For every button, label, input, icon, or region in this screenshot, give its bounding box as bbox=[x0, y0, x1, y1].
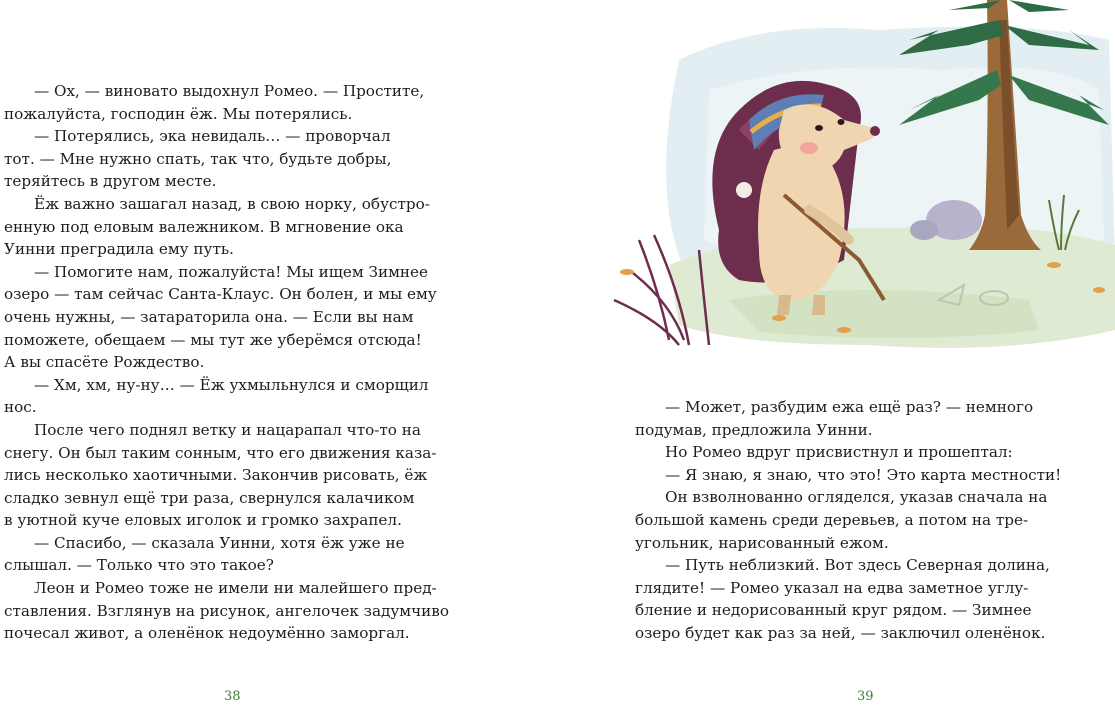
text-line: пожалуйста, господин ёж. Мы потерялись. bbox=[4, 104, 353, 123]
text-line: Он взволнованно огляделся, указав сначала на bbox=[665, 488, 1048, 507]
text-line: — Потерялись, эка невидаль… — проворчал bbox=[34, 127, 391, 146]
hedgehog-hat-pompom bbox=[736, 182, 752, 198]
text-line: А вы спасёте Рождество. bbox=[4, 353, 205, 372]
text-line: большой камень среди деревьев, а потом на тре- bbox=[635, 510, 1029, 529]
text-line: — Спасибо, — сказала Уинни, хотя ёж уже не bbox=[34, 533, 405, 552]
left-page-text bbox=[4, 80, 449, 645]
page-number-right: 39 bbox=[857, 689, 874, 704]
text-line: тот. — Мне нужно спать, так что, будьте добры, bbox=[4, 149, 392, 168]
text-line: лись несколько хаотичными. Закончив рисовать, ёж bbox=[4, 466, 428, 485]
right-page bbox=[557, 0, 1115, 712]
text-line: Ёж важно зашагал назад, в свою норку, обустро- bbox=[34, 194, 430, 213]
text-line: — Помогите нам, пожалуйста! Мы ищем Зимнее bbox=[34, 262, 429, 281]
text-line: ставления. Взглянув на рисунок, ангелочек задумчиво bbox=[4, 601, 449, 620]
text-line: угольник, нарисованный ежом. bbox=[635, 533, 889, 552]
text-line: снегу. Он был таким сонным, что его движения каза- bbox=[4, 443, 437, 462]
text-line: После чего поднял ветку и нацарапал что-то на bbox=[34, 420, 421, 439]
hedgehog-eye-right bbox=[838, 119, 845, 125]
text-line: — Я знаю, я знаю, что это! Это карта местности! bbox=[665, 465, 1062, 484]
text-line: теряйтесь в другом месте. bbox=[4, 172, 217, 191]
text-line: озеро будет как раз за ней, — заключил оленёнок. bbox=[635, 623, 1046, 642]
hedgehog-nose bbox=[870, 126, 880, 136]
text-line: в уютной куче еловых иголок и громко захрапел. bbox=[4, 511, 402, 530]
text-line: — Ох, — виновато выдохнул Ромео. — Простите, bbox=[34, 82, 425, 100]
text-line: очень нужны, — затараторила она. — Если вы нам bbox=[4, 307, 414, 326]
text-line: Но Ромео вдруг присвистнул и прошептал: bbox=[665, 443, 1013, 462]
text-line: бление и недорисованный круг рядом. — Зимнее bbox=[635, 601, 1032, 620]
hedgehog-eye-left bbox=[815, 125, 823, 131]
tree-branch-6 bbox=[1009, 0, 1069, 12]
hedgehog-illustration bbox=[609, 0, 1115, 365]
hedgehog-cheek bbox=[800, 142, 818, 154]
left-page bbox=[0, 0, 557, 712]
text-line: слышал. — Только что это такое? bbox=[4, 556, 274, 575]
text-line: подумав, предложила Уинни. bbox=[635, 420, 873, 439]
page-number-left: 38 bbox=[224, 689, 241, 704]
text-line: — Хм, хм, ну-ну… — Ёж ухмыльнулся и сморщил bbox=[34, 375, 429, 394]
leaf-2 bbox=[772, 315, 786, 321]
text-line: — Путь неблизкий. Вот здесь Северная долина, bbox=[665, 556, 1050, 575]
text-line: нос. bbox=[4, 398, 37, 417]
leaf-3 bbox=[837, 327, 851, 333]
text-line: — Может, разбудим ежа ещё раз? — немного bbox=[665, 398, 1034, 416]
leaf-1 bbox=[620, 269, 634, 275]
text-line: озеро — там сейчас Санта-Клаус. Он болен, и мы ему bbox=[4, 285, 437, 304]
right-page-text bbox=[635, 396, 1065, 645]
leaf-4 bbox=[1047, 262, 1061, 268]
text-line: глядите! — Ромео указал на едва заметное углу- bbox=[635, 578, 1029, 597]
text-line: поможете, обещаем — мы тут же уберёмся отсюда! bbox=[4, 330, 422, 349]
text-line: енную под еловым валежником. В мгновение ока bbox=[4, 217, 404, 236]
text-line: Леон и Ромео тоже не имели ни малейшего пред- bbox=[34, 579, 437, 598]
rock-small bbox=[910, 220, 938, 240]
text-line: почесал живот, а оленёнок недоумённо заморгал. bbox=[4, 624, 410, 643]
leaf-5 bbox=[1093, 287, 1105, 293]
text-line: сладко зевнул ещё три раза, свернулся калачиком bbox=[4, 488, 415, 507]
text-line: Уинни преградила ему путь. bbox=[4, 240, 234, 259]
